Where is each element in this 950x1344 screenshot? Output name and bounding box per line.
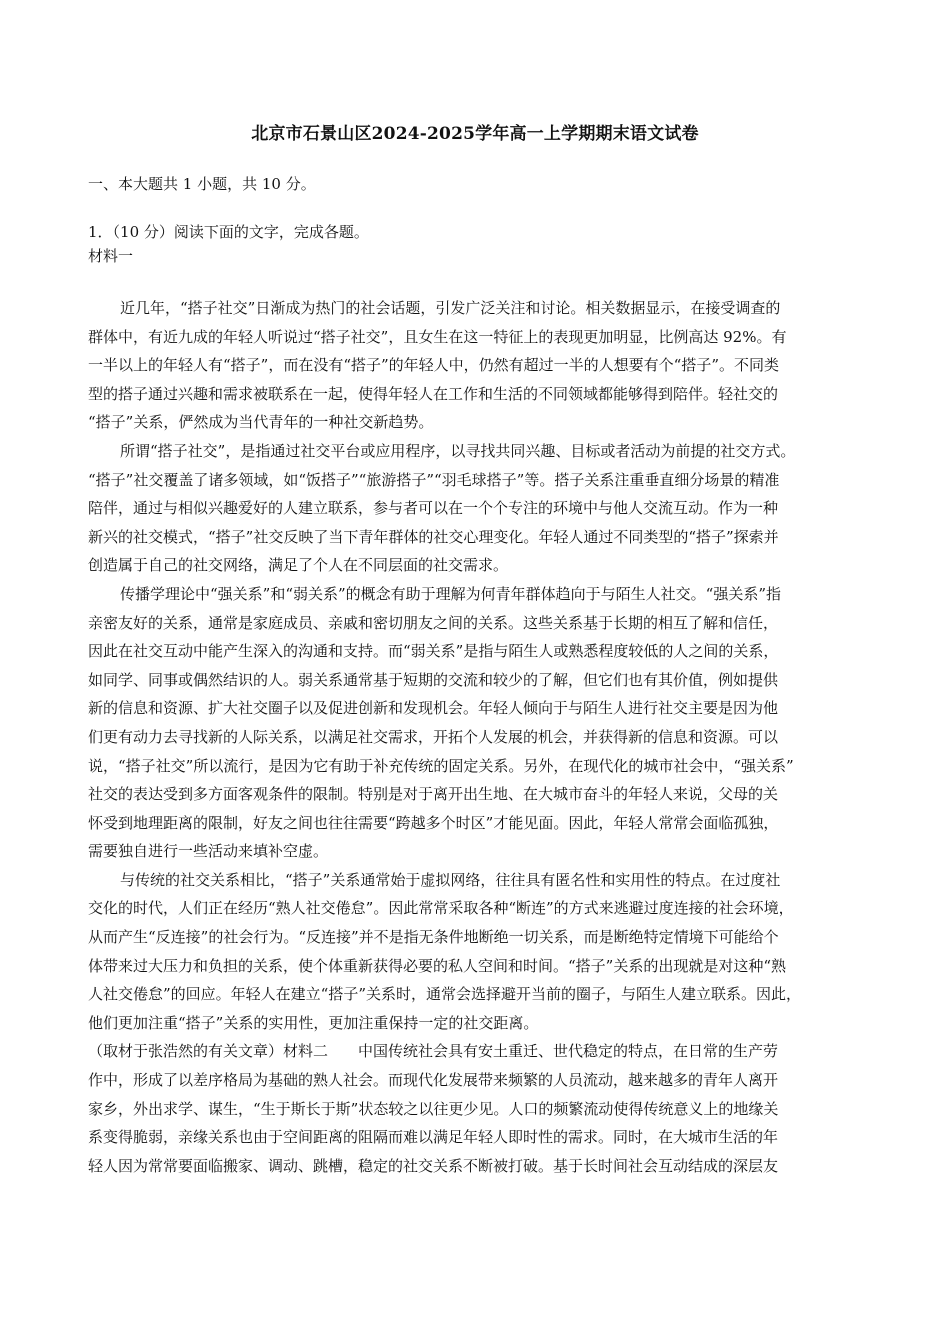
passage-line: 从而产生“反连接”的社会行为。“反连接”并不是指无条件地断绝一切关系，而是断绝特定情境下可能给个 [88,928,779,947]
passage-line: “搭子”关系，俨然成为当代青年的一种社交新趋势。 [88,413,434,432]
passage-line: 轻人因为常常要面临搬家、调动、跳槽，稳定的社交关系不断被打破。基于长时间社会互动结成的深层友 [88,1156,779,1175]
passage-line: 说，“搭子社交”所以流行，是因为它有助于补充传统的固定关系。另外，在现代化的城市社会中，“强关系” [88,756,794,775]
passage-line: 系变得脆弱，亲缘关系也由于空间距离的阻隔而难以满足年轻人即时性的需求。同时，在大城市生活的年 [88,1128,779,1147]
passage-line: “搭子”社交覆盖了诸多领域，如“饭搭子”“旅游搭子”“羽毛球搭子”等。搭子关系注重垂直细分场景的精准 [88,470,780,489]
passage-line: 所谓“搭子社交”，是指通过社交平台或应用程序，以寻找共同兴趣、目标或者活动为前提的社交方式。 [120,441,796,460]
passage-line: 怀受到地理距离的限制，好友之间也往往需要“跨越多个时区”才能见面。因此，年轻人常常会面临孤独， [88,813,779,832]
question-heading: 1．（10 分）阅读下面的文字，完成各题。 [88,223,369,241]
material-one-label: 材料一 [88,247,134,265]
passage-line: 陪伴，通过与相似兴趣爱好的人建立联系，参与者可以在一个个专注的环境中与他人交流互动。作为一种 [88,499,779,518]
passage-line: 新兴的社交模式，“搭子”社交反映了当下青年群体的社交心理变化。年轻人通过不同类型的“搭子”探索并 [88,527,779,546]
passage-line: 传播学理论中“强关系”和“弱关系”的概念有助于理解为何青年群体趋向于与陌生人社交。“强关系”指 [120,584,782,603]
passage-line: 需要独自进行一些活动来填补空虚。 [88,842,329,861]
passage-line: 体带来过大压力和负担的关系，使个体重新获得必要的私人空间和时间。“搭子”关系的出现就是对这种“熟 [88,956,787,975]
exam-title: 北京市石景山区2024-2025学年高一上学期期末语文试卷 [251,124,699,144]
passage-line: 与传统的社交关系相比，“搭子”关系通常始于虚拟网络，往往具有匿名性和实用性的特点。在过度社 [120,870,781,889]
passage-body [88,294,878,1180]
passage-line: 如同学、同事或偶然结识的人。弱关系通常基于短期的交流和较少的了解，但它们也有其价值，例如提供 [88,670,779,689]
passage-line: 家乡，外出求学、谋生，“生于斯长于斯”状态较之以往更少见。人口的频繁流动使得传统意义上的地缘关 [88,1099,779,1118]
passage-line: 交化的时代，人们正在经历“熟人社交倦怠”。因此常常采取各种“断连”的方式来逃避过度连接的社会环境， [88,899,794,918]
passage-line: 型的搭子通过兴趣和需求被联系在一起，使得年轻人在工作和生活的不同领域都能够得到陪伴。轻社交的 [88,384,779,403]
passage-line: 新的信息和资源、扩大社交圈子以及促进创新和发现机会。年轻人倾向于与陌生人进行社交主要是因为他 [88,699,779,718]
passage-line: 因此在社交互动中能产生深入的沟通和支持。而“弱关系”是指与陌生人或熟悉程度较低的人之间的关系， [88,642,779,661]
passage-line: 亲密友好的关系，通常是家庭成员、亲戚和密切朋友之间的关系。这些关系基于长期的相互了解和信任， [88,613,779,632]
passage-line: 们更有动力去寻找新的人际关系，以满足社交需求，开拓个人发展的机会，并获得新的信息和资源。可以 [88,727,779,746]
passage-line: 人社交倦怠”的回应。年轻人在建立“搭子”关系时，通常会选择避开当前的圈子，与陌生人建立联系。因此， [88,985,802,1004]
passage-line: 近几年，“搭子社交”日渐成为热门的社会话题，引发广泛关注和讨论。相关数据显示，在接受调查的 [120,299,781,317]
passage-line: （取材于张浩然的有关文章）材料二 中国传统社会具有安土重迁、世代稳定的特点，在日常的生产劳 [88,1042,779,1061]
passage-line: 创造属于自己的社交网络，满足了个人在不同层面的社交需求。 [88,556,509,575]
passage-line: 社交的表达受到多方面客观条件的限制。特别是对于离开出生地、在大城市奋斗的年轻人来说，父母的关 [88,785,779,804]
passage-line: 他们更加注重“搭子”关系的实用性，更加注重保持一定的社交距离。 [88,1013,539,1032]
section-header: 一、本大题共 1 小题，共 10 分。 [88,175,316,193]
passage-line: 群体中，有近九成的年轻人听说过“搭子社交”，且女生在这一特征上的表现更加明显，比例高达 92%。有 [88,327,787,346]
passage-line: 作中，形成了以差序格局为基础的熟人社会。而现代化发展带来频繁的人员流动，越来越多的青年人离开 [88,1071,779,1090]
passage-line: 一半以上的年轻人有“搭子”，而在没有“搭子”的年轻人中，仍然有超过一半的人想要有个“搭子”。不同类 [88,356,780,375]
